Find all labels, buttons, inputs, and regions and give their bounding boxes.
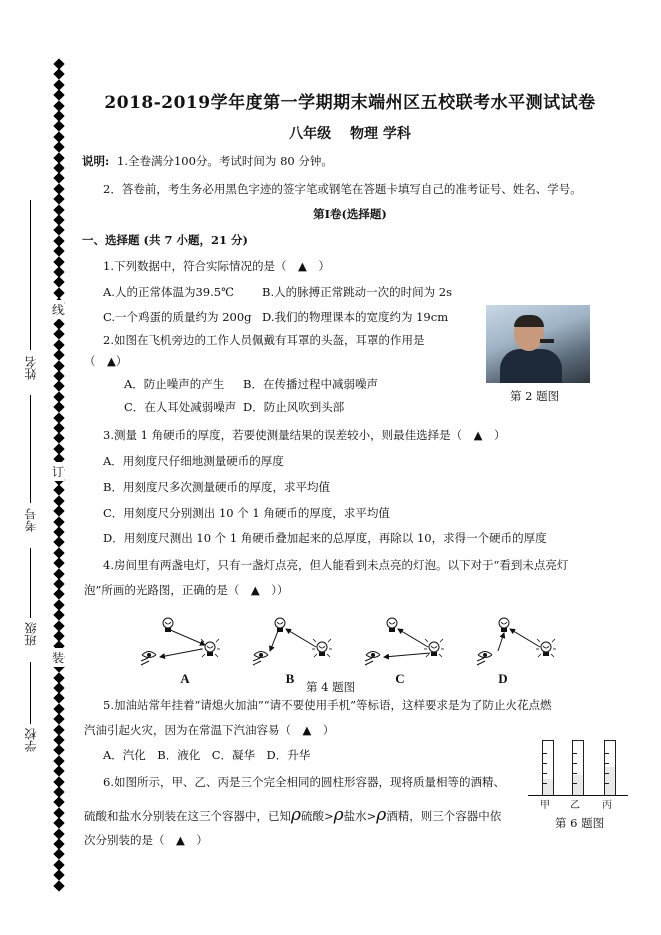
q4-label-c: C — [395, 671, 405, 685]
q4-label-d: D — [498, 671, 508, 685]
q3-option-b: B．用刻度尺多次测量硬币的厚度，求平均值 — [103, 480, 330, 494]
q5-options: A．汽化 B．液化 C．凝华 D．升华 — [103, 748, 311, 762]
q2-option-c: C．在人耳处减弱噪声 — [124, 400, 237, 414]
border-diamond — [53, 350, 64, 361]
q6-stem-2 — [84, 805, 501, 825]
notes-line-1: 1.全卷满分100分。考试时间为 80 分钟。 — [117, 154, 333, 168]
container-jia — [542, 740, 554, 795]
border-diamond — [53, 246, 64, 257]
q6-stem-2-part-d: 酒精，则三个容器中依 — [386, 809, 502, 823]
q2-photo-worker-with-earmuffs — [486, 305, 590, 383]
border-diamond — [53, 714, 64, 725]
notes-label: 说明: — [82, 154, 110, 168]
volume-heading: 第Ⅰ卷(选择题) — [313, 207, 387, 221]
q3-option-d: D．用刻度尺测出 10 个 1 角硬币叠加起来的总厚度，再除以 10，求得一个硬币的厚度 — [103, 531, 547, 545]
border-diamond — [53, 142, 64, 153]
border-diamond — [53, 610, 64, 621]
q6-label-bing: 丙 — [602, 800, 612, 811]
border-diamond — [53, 506, 64, 517]
seal-char-staple: 装 — [52, 648, 64, 667]
exam-number-underline — [30, 395, 31, 503]
q3-stem: 3.测量 1 角硬币的厚度，若要使测量结果的误差较小，则最佳选择是（ ▲ ） — [103, 428, 506, 442]
q1-option-a: A.人的正常体温为39.5℃ — [103, 285, 234, 299]
q4-label-b: B — [285, 671, 295, 685]
rho-symbol: ρ — [376, 805, 387, 825]
border-diamond — [53, 194, 64, 205]
q6-label-yi: 乙 — [570, 800, 580, 811]
q4-caption: 第 4 题图 — [306, 680, 356, 694]
border-diamond — [53, 558, 64, 569]
q1-option-c: C.一个鸡蛋的质量约为 200g — [103, 310, 252, 324]
notes-line-2: 2．答卷前，考生务必用黑色字迹的签字笔或钢笔在答题卡填写自己的准考证号、姓名、学号。 — [103, 182, 582, 196]
q6-stem-2-part-b: 硫酸> — [301, 809, 334, 823]
name-label: 姓名 — [24, 356, 38, 380]
section-heading: 一、选择题 (共 7 小题，21 分) — [82, 233, 248, 247]
border-diamond — [53, 870, 64, 881]
q4-stem-2: 泡”所画的光路图，正确的是（ ▲ ）） — [84, 583, 289, 597]
q6-stem-3: 次分别装的是（ ▲ ） — [84, 833, 208, 847]
exam-subtitle: 八年级 物理 学科 — [289, 126, 411, 142]
school-label: 学校 — [24, 728, 38, 752]
q3-option-c: C．用刻度尺分别测出 10 个 1 角硬币的厚度，求平均值 — [103, 506, 390, 520]
q4-stem-1: 4.房间里有两盏电灯，只有一盏灯点亮，但人能看到未点亮的灯泡。以下对于“看到未点亮灯 — [103, 558, 569, 572]
rho-symbol: ρ — [291, 805, 301, 825]
q4-label-a: A — [180, 671, 190, 685]
exam-number-label: 考号 — [24, 508, 38, 532]
border-diamond — [53, 90, 64, 101]
exam-title: 2018-2019学年度第一学期期末端州区五校联考水平测试试卷 — [104, 93, 596, 113]
q1-stem: 1.下列数据中，符合实际情况的是（ ▲ ） — [103, 259, 330, 273]
q6-label-jia: 甲 — [540, 800, 550, 811]
q6-stem-2-part-a: 硫酸和盐水分别装在这三个容器中，已知 — [84, 809, 291, 823]
q6-caption: 第 6 题图 — [555, 816, 605, 830]
border-diamond — [53, 766, 64, 777]
q4-diagram-b — [253, 618, 332, 665]
class-underline — [30, 548, 31, 618]
seal-char-line: 线 — [52, 300, 64, 319]
border-diamond — [53, 402, 64, 413]
border-diamond — [53, 818, 64, 829]
q2-stem-1: 2.如图在飞机旁边的工作人员佩戴有耳罩的头盔，耳罩的作用是 — [103, 333, 425, 347]
q6-containers-figure — [520, 735, 630, 795]
rho-symbol: ρ — [333, 805, 344, 825]
q2-option-a: A．防止噪声的产生 — [124, 377, 225, 391]
q4-diagram-a — [141, 618, 220, 665]
q1-option-d: D.我们的物理课本的宽度约为 19cm — [262, 310, 449, 324]
q2-caption: 第 2 题图 — [510, 389, 560, 403]
q1-option-b: B.人的脉搏正常跳动一次的时间为 2s — [262, 285, 452, 299]
q6-stem-2-part-c: 盐水> — [343, 809, 377, 823]
q4-diagram-c — [365, 618, 444, 665]
school-underline — [30, 662, 31, 724]
q5-stem-1: 5.加油站常年挂着“请熄火加油”“请不要使用手机”等标语，这样要求是为了防止火花点燃 — [103, 698, 552, 712]
q4-light-path-diagrams — [130, 605, 600, 685]
q5-stem-2: 汽油引起火灾，因为在常温下汽油容易（ ▲ ） — [84, 723, 335, 737]
border-diamond — [53, 880, 64, 891]
class-label: 班级 — [24, 622, 38, 646]
q6-stem-1: 6.如图所示，甲、乙、丙是三个完全相同的圆柱形容器，现将质量相等的酒精、 — [103, 775, 505, 789]
container-bing — [604, 740, 616, 795]
q2-stem-2: （ ▲） — [84, 354, 128, 368]
q4-diagram-d — [477, 618, 556, 665]
q2-option-b: B．在传播过程中减弱噪声 — [243, 377, 378, 391]
seal-char-bind: 订 — [52, 462, 64, 481]
name-underline — [30, 200, 31, 350]
q3-option-a: A．用刻度尺仔细地测量硬币的厚度 — [103, 454, 284, 468]
q2-option-d: D．防止风吹到头部 — [243, 400, 345, 414]
container-yi — [572, 740, 584, 795]
